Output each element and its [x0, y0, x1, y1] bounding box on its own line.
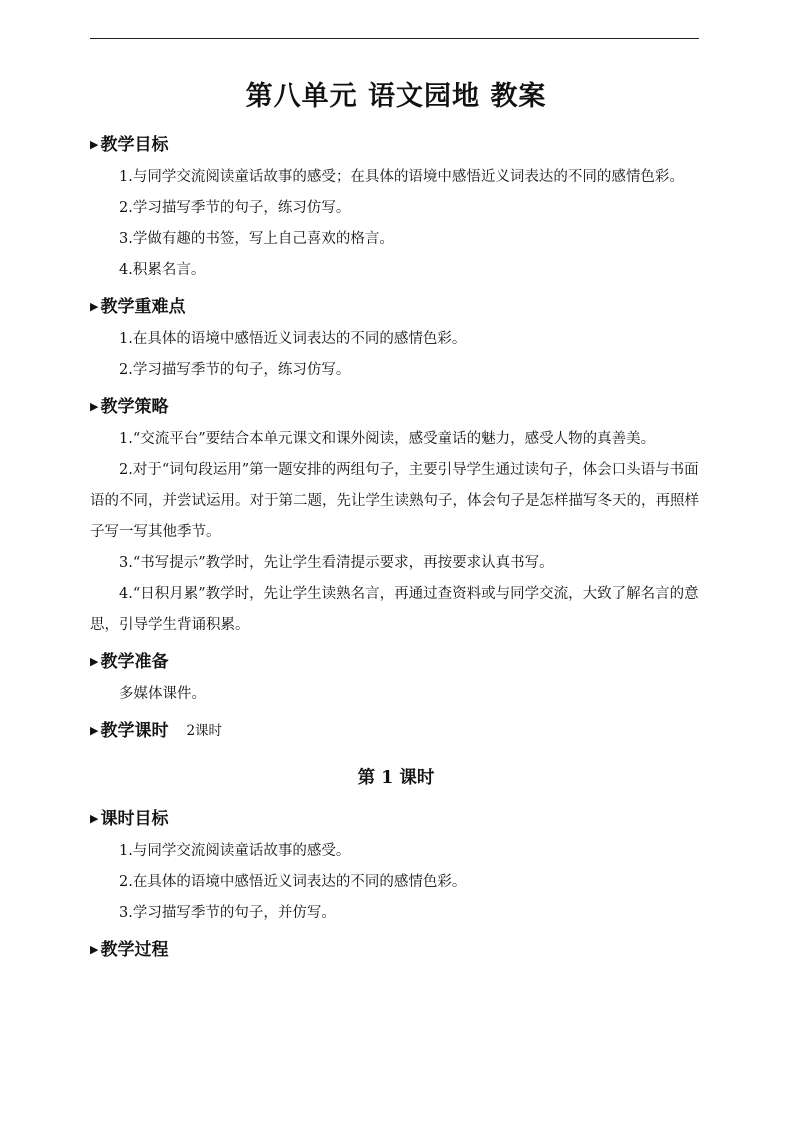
- paragraph: 2.学习描写季节的句子，练习仿写。: [119, 362, 351, 378]
- section-prep: [90, 649, 702, 710]
- paragraph: 1.与同学交流阅读童话故事的感受。: [119, 843, 351, 859]
- paragraph: 3.学习描写季节的句子，并仿写。: [119, 905, 336, 921]
- paragraph: 3.“书写提示”教学时，先让学生看清提示要求，再按要求认真书写。: [119, 555, 554, 571]
- section-heading: [90, 132, 702, 158]
- section-heading: [90, 649, 702, 675]
- triangle-bullet-icon: ▶: [90, 724, 99, 737]
- section-process: [90, 937, 702, 963]
- paragraph: 4.“日积月累”教学时，先让学生读熟名言，再通过查资料或与同学交流，大致了解名言的意思，引导学生背诵积累。: [90, 586, 699, 633]
- heading-text: 教学重难点: [100, 297, 186, 317]
- paragraph: 1.“交流平台”要结合本单元课文和课外阅读，感受童话的魅力，感受人物的真善美。: [119, 431, 656, 447]
- paragraph: 4.积累名言。: [119, 262, 206, 278]
- section-heading: [90, 937, 702, 963]
- section-key-points: [90, 294, 702, 386]
- triangle-bullet-icon: ▶: [90, 400, 99, 413]
- section-goals: [90, 132, 702, 286]
- heading-text: 教学策略: [100, 397, 169, 417]
- paragraph: 2.学习描写季节的句子，练习仿写。: [119, 200, 351, 216]
- heading-text: 教学目标: [100, 135, 169, 155]
- triangle-bullet-icon: ▶: [90, 655, 99, 668]
- triangle-bullet-icon: ▶: [90, 138, 99, 151]
- section-lesson-goals: [90, 806, 702, 929]
- heading-text: 课时目标: [100, 809, 169, 829]
- hours-value: 2课时: [186, 723, 223, 739]
- paragraph: 2.对于“词句段运用”第一题安排的两组句子，主要引导学生通过读句子，体会口头语与书面语的不同，并尝试运用。对于第二题，先让学生读熟句子，体会句子是怎样描写冬天的，再照样子写一写其他季节。: [90, 462, 699, 540]
- section-heading: [90, 806, 702, 832]
- section-strategy: [90, 394, 702, 641]
- section-heading: [90, 718, 702, 744]
- triangle-bullet-icon: ▶: [90, 300, 99, 313]
- paragraph: 1.与同学交流阅读童话故事的感受；在具体的语境中感悟近义词表达的不同的感情色彩。: [119, 169, 684, 185]
- section-heading: [90, 294, 702, 320]
- section-heading: [90, 394, 702, 420]
- triangle-bullet-icon: ▶: [90, 812, 99, 825]
- triangle-bullet-icon: ▶: [90, 943, 99, 956]
- section-hours: [90, 718, 702, 744]
- paragraph: 2.在具体的语境中感悟近义词表达的不同的感情色彩。: [119, 874, 467, 890]
- heading-text: 教学过程: [100, 940, 169, 960]
- document-page: [90, 70, 702, 967]
- heading-text: 教学准备: [100, 652, 169, 672]
- heading-text: 教学课时: [100, 721, 169, 741]
- paragraph: 多媒体课件。: [119, 686, 206, 702]
- lesson-title: 第 1 课时: [357, 768, 435, 788]
- document-title: 第八单元 语文园地 教案: [245, 81, 547, 112]
- header-rule: [90, 38, 699, 39]
- paragraph: 3.学做有趣的书签，写上自己喜欢的格言。: [119, 231, 394, 247]
- paragraph: 1.在具体的语境中感悟近义词表达的不同的感情色彩。: [119, 331, 467, 347]
